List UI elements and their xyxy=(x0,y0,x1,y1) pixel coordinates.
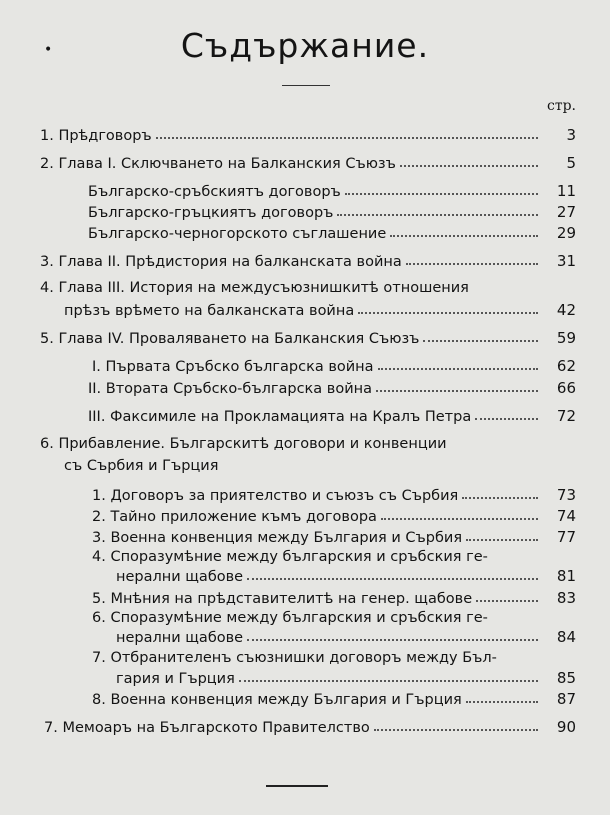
toc-entry-text: 3. Военна конвенция между България и Сърбия xyxy=(92,530,463,546)
toc-entry-page: 29 xyxy=(556,224,576,242)
leader-dots xyxy=(239,680,538,682)
toc-subentry xyxy=(88,379,576,397)
leader-dots xyxy=(400,165,538,167)
toc-subentry xyxy=(92,486,576,504)
toc-subentry xyxy=(88,407,576,425)
leader-dots xyxy=(374,729,538,731)
toc-entry-page: 31 xyxy=(556,252,576,270)
toc-entry-continuation xyxy=(116,628,576,646)
leader-dots xyxy=(423,340,538,342)
toc-entry-page: 81 xyxy=(556,567,576,585)
leader-dots xyxy=(390,235,538,237)
toc-entry-page: 73 xyxy=(556,486,576,504)
leader-dots xyxy=(247,578,538,580)
toc-subentry xyxy=(92,528,576,546)
leader-dots xyxy=(476,600,538,602)
toc-entry-text: 1. Прѣдговоръ xyxy=(40,128,152,144)
printed-mark: • xyxy=(44,42,53,58)
leader-dots xyxy=(406,263,538,265)
toc-subentry xyxy=(92,507,576,525)
toc-entry xyxy=(44,718,576,736)
leader-dots xyxy=(462,497,538,499)
toc-entry-text: 2. Глава I. Сключването на Балканския Съюзъ xyxy=(40,156,396,172)
toc-entry-text: II. Втората Сръбско-българска война xyxy=(88,381,373,397)
toc-entry-page: 90 xyxy=(556,718,576,736)
toc-entry-text: Българско-сръбскиятъ договоръ xyxy=(88,184,341,200)
leader-dots xyxy=(378,368,538,370)
toc-entry-text: съ Сърбия и Гърция xyxy=(64,458,219,474)
leader-dots xyxy=(247,639,538,641)
toc-entry-page: 85 xyxy=(556,669,576,687)
toc-entry-page: 59 xyxy=(556,329,576,347)
toc-entry-text: 7. Отбранителенъ съюзнишки договоръ между Бъл- xyxy=(92,650,497,666)
leader-dots xyxy=(466,701,538,703)
toc-entry-page: 77 xyxy=(556,528,576,546)
toc-entry-text: прѣзъ врѣмето на балканската война xyxy=(64,303,355,319)
toc-entry-text: 8. Военна конвенция между България и Гърция xyxy=(92,692,462,708)
toc-entry-text: 5. Глава IV. Проваляването на Балканския Съюзъ xyxy=(40,331,420,347)
toc-entry-text: 6. Прибавление. Българскитѣ договори и конвенции xyxy=(40,436,447,452)
toc-entry-page: 84 xyxy=(556,628,576,646)
toc-subentry xyxy=(92,690,576,708)
toc-entry xyxy=(40,252,576,270)
toc-entry-text: 2. Тайно приложение къмъ договора xyxy=(92,509,377,525)
toc-entry-text: 7. Мемоаръ на Българското Правителство xyxy=(44,720,370,736)
toc-entry-page: 62 xyxy=(556,357,576,375)
toc-entry-text: 6. Споразумѣние между българския и сръбския ге- xyxy=(92,610,488,626)
page-column-header: стр. xyxy=(547,98,576,114)
title-divider xyxy=(282,85,330,86)
toc-entry-page: 74 xyxy=(556,507,576,525)
toc-entry-text: нерални щабове xyxy=(116,630,244,646)
toc-entry-text: гария и Гърция xyxy=(116,671,235,687)
toc-entry-page: 11 xyxy=(556,182,576,200)
toc-entry-text: Българско-гръцкиятъ договоръ xyxy=(88,205,334,221)
leader-dots xyxy=(466,539,538,541)
toc-subentry xyxy=(92,357,576,375)
leader-dots xyxy=(475,418,538,420)
leader-dots xyxy=(156,137,538,139)
toc-subentry xyxy=(88,224,576,242)
toc-subentry xyxy=(88,203,576,221)
toc-subentry xyxy=(88,182,576,200)
toc-entry-page: 42 xyxy=(556,301,576,319)
closing-divider xyxy=(266,785,328,787)
toc-entry-text: Българско-черногорското съглашение xyxy=(88,226,387,242)
toc-entry xyxy=(40,154,576,172)
toc-entry-page: 83 xyxy=(556,589,576,607)
toc-entry-text: III. Факсимиле на Прокламацията на Кралъ Петра xyxy=(88,409,472,425)
toc-entry xyxy=(40,329,576,347)
leader-dots xyxy=(376,390,538,392)
leader-dots xyxy=(358,312,538,314)
toc-entry-text: 4. Споразумѣние между българския и сръбския ге- xyxy=(92,549,488,565)
leader-dots xyxy=(337,214,538,216)
toc-entry-page: 27 xyxy=(556,203,576,221)
toc-entry-text: 3. Глава II. Прѣдистория на балканската война xyxy=(40,254,402,270)
toc-entry-text: 4. Глава III. История на междусъюзнишкитѣ отношения xyxy=(40,280,469,296)
toc-entry-text: 5. Мнѣния на прѣдставителитѣ на генер. щабове xyxy=(92,591,473,607)
toc-entry-page: 5 xyxy=(566,154,576,172)
toc-entry-text: 1. Договоръ за приятелство и съюзъ съ Сърбия xyxy=(92,488,459,504)
toc-entry-text: I. Първата Сръбско българска война xyxy=(92,359,374,375)
toc-entry-continuation xyxy=(116,567,576,585)
toc-entry-text: нерални щабове xyxy=(116,569,244,585)
toc-entry xyxy=(40,126,576,144)
toc-subentry xyxy=(92,589,576,607)
toc-entry-page: 72 xyxy=(556,407,576,425)
leader-dots xyxy=(345,193,538,195)
toc-entry-continuation xyxy=(64,301,576,319)
toc-entry-continuation xyxy=(116,669,576,687)
page-title: Съдържание. xyxy=(180,26,430,65)
toc-entry-page: 3 xyxy=(566,126,576,144)
toc-entry-page: 66 xyxy=(556,379,576,397)
leader-dots xyxy=(381,518,538,520)
toc-entry-page: 87 xyxy=(556,690,576,708)
